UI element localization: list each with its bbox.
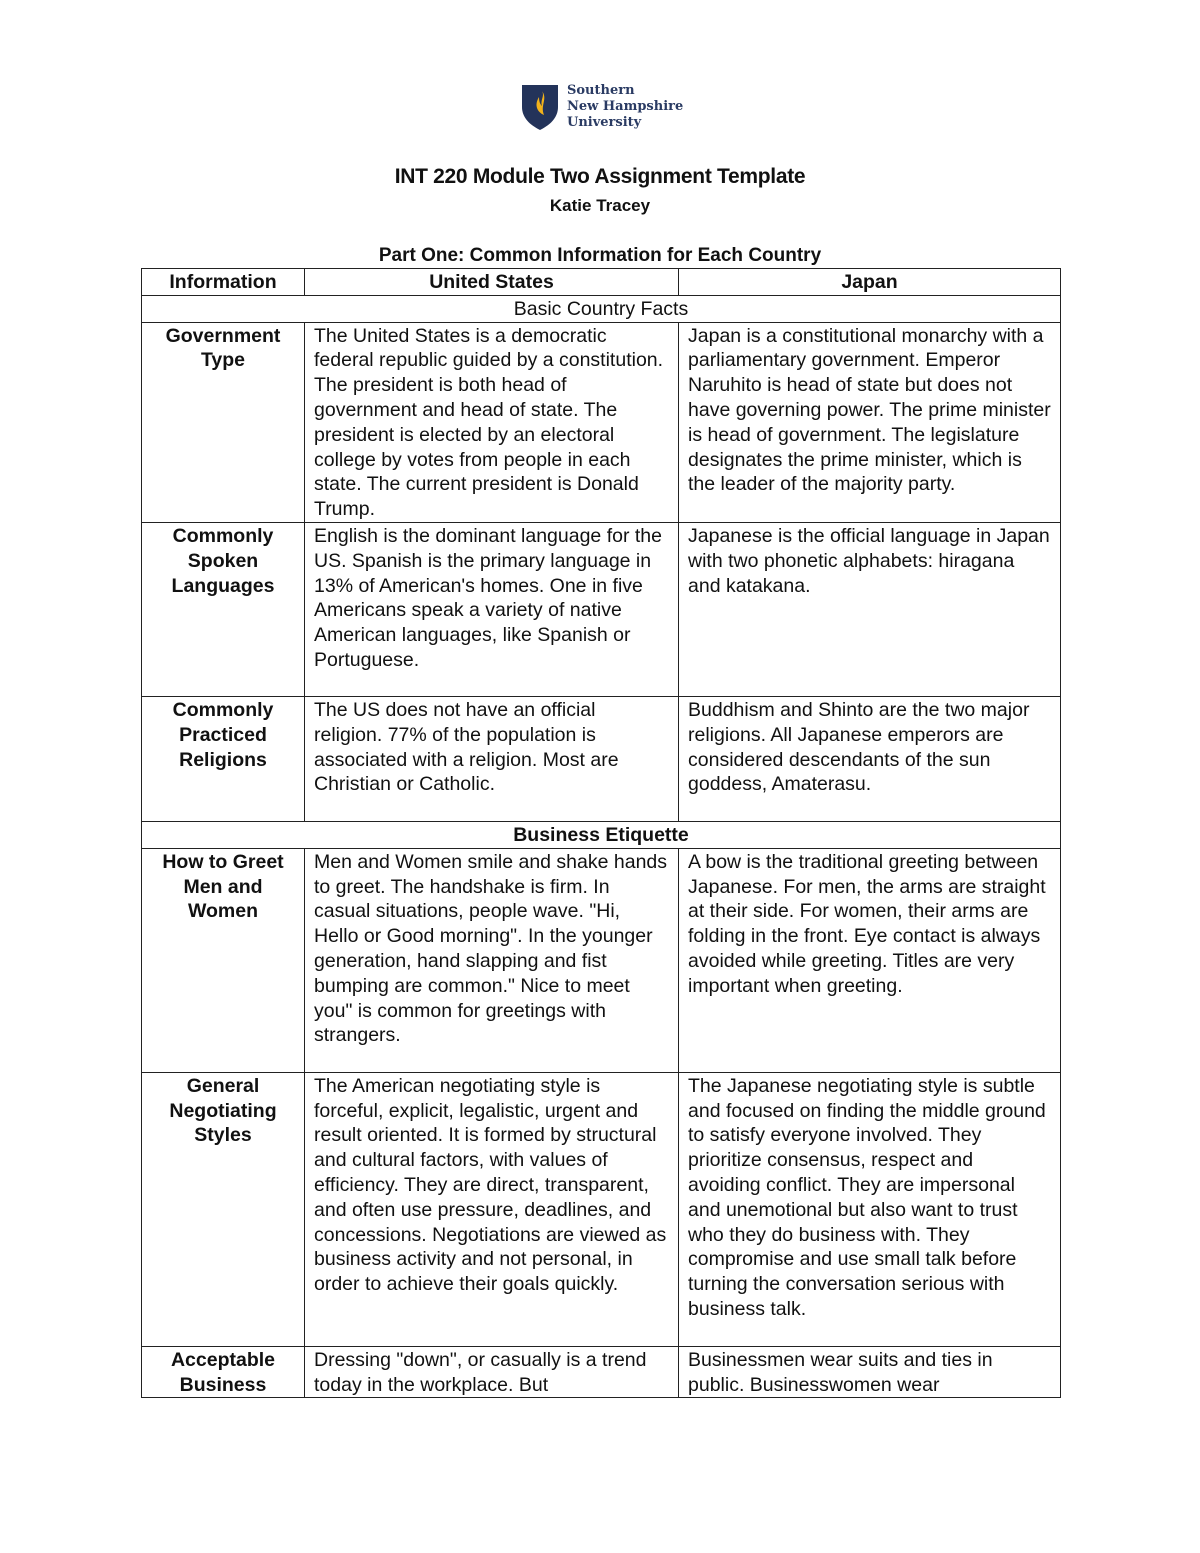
logo-line-3: University	[567, 115, 642, 130]
cell-us-negotiating: The American negotiating style is forceful, explicit, legalistic, urgent and result oriented. It is formed by structural and cultural factors, with values of efficiency. They are direct, transparent, and often use pressure, deadlines, and concessions. Negotiations are viewed as business activity and not personal, in order to achieve their goals quickly.	[305, 1072, 679, 1346]
cell-us-languages: English is the dominant language for the US. Spanish is the primary language in 13% of American's homes. One in five Americans speak a variety of native American languages, like Spanish or Portuguese.	[305, 522, 679, 696]
section-row	[142, 821, 1061, 848]
table-row	[142, 322, 1061, 522]
table-row	[142, 848, 1061, 1072]
part-heading: Part One: Common Information for Each Country	[378, 245, 822, 266]
table-row	[142, 1346, 1061, 1398]
cell-japan-greeting: A bow is the traditional greeting between Japanese. For men, the arms are straight at their side. For women, their arms are folding in the front. Eye contact is always avoided while greeting. Titles are very important when greeting.	[679, 848, 1061, 1072]
section-business-etiquette: Business Etiquette	[142, 821, 1061, 848]
country-comparison-table	[141, 268, 1061, 1398]
cell-japan-attire: Businessmen wear suits and ties in public. Businesswomen wear	[679, 1346, 1061, 1398]
row-label-negotiating: General Negotiating Styles	[142, 1072, 305, 1346]
cell-us-attire: Dressing "down", or casually is a trend today in the workplace. But	[305, 1346, 679, 1398]
cell-japan-languages: Japanese is the official language in Japan with two phonetic alphabets: hiragana and katakana.	[679, 522, 1061, 696]
table-row	[142, 1072, 1061, 1346]
row-label-attire: Acceptable Business	[142, 1346, 305, 1398]
header-japan: Japan	[679, 269, 1061, 296]
row-label-languages: Commonly Spoken Languages	[142, 522, 305, 696]
cell-japan-negotiating: The Japanese negotiating style is subtle and focused on finding the middle ground to satisfy everyone involved. They prioritize consensus, respect and avoiding conflict. They are impersonal and unemotional but also want to trust who they do business with. They compromise and use small talk before turning the conversation serious with business talk.	[679, 1072, 1061, 1346]
logo-line-1: Southern	[567, 83, 635, 98]
section-row	[142, 295, 1061, 322]
table-row	[142, 522, 1061, 696]
logo-line-2: New Hampshire	[567, 99, 684, 114]
logo-wordmark	[567, 83, 683, 131]
header-united-states: United States	[305, 269, 679, 296]
header-information: Information	[142, 269, 305, 296]
cell-japan-government-type: Japan is a constitutional monarchy with a parliamentary government. Emperor Naruhito is head of state but does not have governing power. The prime minister is head of government. The legislature designates the prime minister, which is the leader of the majority party.	[679, 322, 1061, 522]
shield-flame-icon	[520, 83, 560, 131]
row-label-greeting: How to Greet Men and Women	[142, 848, 305, 1072]
cell-us-government-type: The United States is a democratic federal republic guided by a constitution. The president is both head of government and head of state. The president is elected by an electoral college by votes from people in each state. The current president is Donald Trump.	[305, 322, 679, 522]
document-title: INT 220 Module Two Assignment Template	[394, 165, 806, 188]
cell-us-religions: The US does not have an official religion. 77% of the population is associated with a religion. Most are Christian or Catholic.	[305, 696, 679, 821]
row-label-religions: Commonly Practiced Religions	[142, 696, 305, 821]
table-row	[142, 696, 1061, 821]
cell-us-greeting: Men and Women smile and shake hands to greet. The handshake is firm. In casual situations, people wave. "Hi, Hello or Good morning". In the younger generation, hand slapping and fist bumping are common." Nice to meet you" is common for greetings with strangers.	[305, 848, 679, 1072]
section-basic-country-facts: Basic Country Facts	[142, 295, 1061, 322]
cell-japan-religions: Buddhism and Shinto are the two major religions. All Japanese emperors are considered descendants of the sun goddess, Amaterasu.	[679, 696, 1061, 821]
university-logo	[520, 83, 690, 133]
header-row	[142, 269, 1061, 296]
author-name: Katie Tracey	[549, 196, 651, 215]
row-label-government-type: Government Type	[142, 322, 305, 522]
